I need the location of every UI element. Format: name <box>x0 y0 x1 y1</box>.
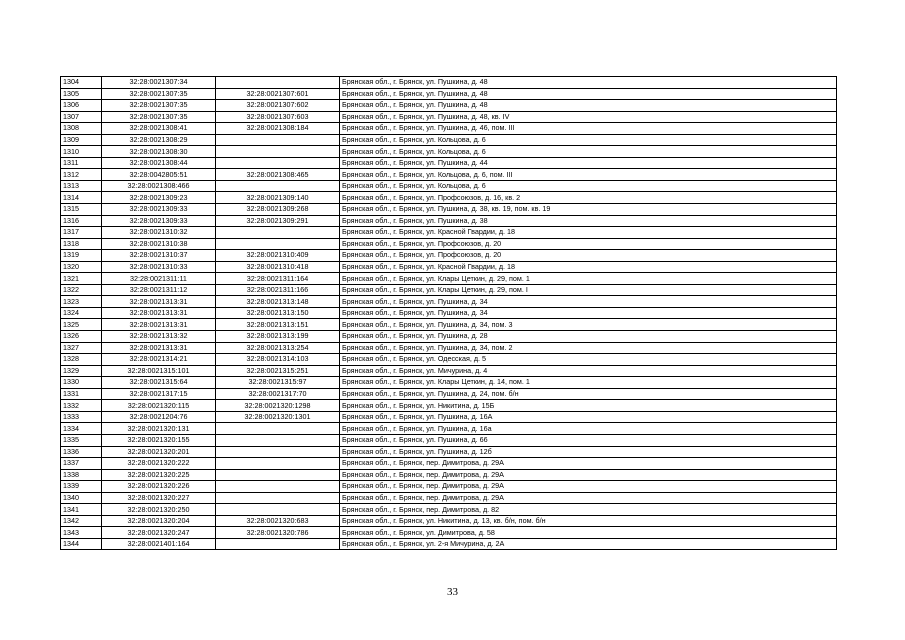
address-cell: Брянская обл., г. Брянск, ул. Пушкина, д. 12б <box>340 446 837 458</box>
address-cell: Брянская обл., г. Брянск, ул. Пушкина, д. 16а <box>340 423 837 435</box>
cadastral-number-cell: 32:28:0021309:33 <box>102 215 216 227</box>
table-row <box>61 169 837 181</box>
premises-cadastral-number-cell <box>216 423 340 435</box>
row-number-cell: 1342 <box>61 515 102 527</box>
row-number-cell: 1341 <box>61 504 102 516</box>
row-number-cell: 1324 <box>61 307 102 319</box>
address-cell: Брянская обл., г. Брянск, ул. Клары Цеткин, д. 29, пом. I <box>340 284 837 296</box>
address-cell: Брянская обл., г. Брянск, ул. Профсоюзов, д. 20 <box>340 238 837 250</box>
table-row <box>61 469 837 481</box>
premises-cadastral-number-cell <box>216 157 340 169</box>
cadastral-number-cell: 32:28:0021320:115 <box>102 400 216 412</box>
table-row <box>61 400 837 412</box>
cadastral-number-cell: 32:28:0021310:37 <box>102 250 216 262</box>
table-row <box>61 423 837 435</box>
address-cell: Брянская обл., г. Брянск, ул. Клары Цеткин, д. 29, пом. 1 <box>340 273 837 285</box>
address-cell: Брянская обл., г. Брянск, ул. Пушкина, д. 16А <box>340 411 837 423</box>
address-cell: Брянская обл., г. Брянск, ул. Пушкина, д. 34 <box>340 307 837 319</box>
premises-cadastral-number-cell <box>216 504 340 516</box>
premises-cadastral-number-cell <box>216 434 340 446</box>
cadastral-number-cell: 32:28:0021307:35 <box>102 88 216 100</box>
address-cell: Брянская обл., г. Брянск, ул. Пушкина, д. 48 <box>340 77 837 89</box>
address-cell: Брянская обл., г. Брянск, ул. Пушкина, д. 38 <box>340 215 837 227</box>
table-row <box>61 180 837 192</box>
address-cell: Брянская обл., г. Брянск, пер. Димитрова, д. 29А <box>340 492 837 504</box>
address-cell: Брянская обл., г. Брянск, ул. Пушкина, д. 24, пом. б/н <box>340 388 837 400</box>
cadastral-number-cell: 32:28:0021308:466 <box>102 180 216 192</box>
cadastral-number-cell: 32:28:0021310:32 <box>102 227 216 239</box>
cadastral-number-cell: 32:28:0021315:64 <box>102 377 216 389</box>
row-number-cell: 1306 <box>61 100 102 112</box>
row-number-cell: 1343 <box>61 527 102 539</box>
row-number-cell: 1338 <box>61 469 102 481</box>
cadastral-number-cell: 32:28:0021307:35 <box>102 100 216 112</box>
row-number-cell: 1322 <box>61 284 102 296</box>
cadastral-number-cell: 32:28:0021320:155 <box>102 434 216 446</box>
row-number-cell: 1333 <box>61 411 102 423</box>
premises-cadastral-number-cell <box>216 538 340 550</box>
cadastral-number-cell: 32:28:0021309:23 <box>102 192 216 204</box>
row-number-cell: 1315 <box>61 204 102 216</box>
row-number-cell: 1340 <box>61 492 102 504</box>
cadastral-number-cell: 32:28:0021204:76 <box>102 411 216 423</box>
premises-cadastral-number-cell: 32:28:0021317:70 <box>216 388 340 400</box>
cadastral-number-cell: 32:28:0021310:33 <box>102 261 216 273</box>
address-cell: Брянская обл., г. Брянск, ул. Профсоюзов, д. 16, кв. 2 <box>340 192 837 204</box>
row-number-cell: 1320 <box>61 261 102 273</box>
table-row <box>61 100 837 112</box>
row-number-cell: 1310 <box>61 146 102 158</box>
premises-cadastral-number-cell <box>216 492 340 504</box>
cadastral-number-cell: 32:28:0021320:201 <box>102 446 216 458</box>
premises-cadastral-number-cell <box>216 146 340 158</box>
table-row <box>61 365 837 377</box>
cadastral-number-cell: 32:28:0021313:31 <box>102 296 216 308</box>
address-cell: Брянская обл., г. Брянск, ул. Кольцова, д. 6, пом. III <box>340 169 837 181</box>
row-number-cell: 1316 <box>61 215 102 227</box>
table-row <box>61 458 837 470</box>
table-row <box>61 227 837 239</box>
row-number-cell: 1318 <box>61 238 102 250</box>
table-row <box>61 273 837 285</box>
cadastral-number-cell: 32:28:0021314:21 <box>102 354 216 366</box>
cadastral-number-cell: 32:28:0021308:30 <box>102 146 216 158</box>
cadastral-number-cell: 32:28:0021320:226 <box>102 481 216 493</box>
cadastral-number-cell: 32:28:0021317:15 <box>102 388 216 400</box>
address-cell: Брянская обл., г. Брянск, ул. Никитина, д. 13, кв. б/н, пом. б/н <box>340 515 837 527</box>
table-body <box>61 77 837 550</box>
table-row <box>61 261 837 273</box>
row-number-cell: 1331 <box>61 388 102 400</box>
cadastral-number-cell: 32:28:0021313:31 <box>102 307 216 319</box>
premises-cadastral-number-cell: 32:28:0021309:291 <box>216 215 340 227</box>
address-cell: Брянская обл., г. Брянск, ул. 2-я Мичурина, д. 2А <box>340 538 837 550</box>
row-number-cell: 1311 <box>61 157 102 169</box>
table-row <box>61 192 837 204</box>
address-cell: Брянская обл., г. Брянск, ул. Пушкина, д. 48, кв. IV <box>340 111 837 123</box>
table-row <box>61 250 837 262</box>
premises-cadastral-number-cell: 32:28:0021308:465 <box>216 169 340 181</box>
table-row <box>61 342 837 354</box>
table-row <box>61 123 837 135</box>
row-number-cell: 1332 <box>61 400 102 412</box>
premises-cadastral-number-cell: 32:28:0021313:199 <box>216 331 340 343</box>
row-number-cell: 1344 <box>61 538 102 550</box>
table-row <box>61 527 837 539</box>
address-cell: Брянская обл., г. Брянск, ул. Кольцова, д. 6 <box>340 134 837 146</box>
premises-cadastral-number-cell: 32:28:0021314:103 <box>216 354 340 366</box>
table-row <box>61 538 837 550</box>
premises-cadastral-number-cell <box>216 134 340 146</box>
cadastral-number-cell: 32:28:0021307:35 <box>102 111 216 123</box>
cadastral-number-cell: 32:28:0021309:33 <box>102 204 216 216</box>
premises-cadastral-number-cell: 32:28:0021311:164 <box>216 273 340 285</box>
row-number-cell: 1323 <box>61 296 102 308</box>
cadastral-number-cell: 32:28:0021308:41 <box>102 123 216 135</box>
table-row <box>61 204 837 216</box>
premises-cadastral-number-cell: 32:28:0021313:254 <box>216 342 340 354</box>
row-number-cell: 1304 <box>61 77 102 89</box>
cadastral-number-cell: 32:28:0021310:38 <box>102 238 216 250</box>
premises-cadastral-number-cell <box>216 238 340 250</box>
address-cell: Брянская обл., г. Брянск, ул. Клары Цеткин, д. 14, пом. 1 <box>340 377 837 389</box>
premises-cadastral-number-cell: 32:28:0021320:683 <box>216 515 340 527</box>
cadastral-number-cell: 32:28:0021308:29 <box>102 134 216 146</box>
premises-cadastral-number-cell: 32:28:0021320:1301 <box>216 411 340 423</box>
table-row <box>61 446 837 458</box>
address-cell: Брянская обл., г. Брянск, ул. Профсоюзов, д. 20 <box>340 250 837 262</box>
row-number-cell: 1313 <box>61 180 102 192</box>
cadastral-number-cell: 32:28:0021401:164 <box>102 538 216 550</box>
address-cell: Брянская обл., г. Брянск, ул. Пушкина, д. 34, пом. 2 <box>340 342 837 354</box>
address-cell: Брянская обл., г. Брянск, ул. Мичурина, д. 4 <box>340 365 837 377</box>
cadastral-number-cell: 32:28:0021315:101 <box>102 365 216 377</box>
address-cell: Брянская обл., г. Брянск, ул. Красной Гвардии, д. 18 <box>340 227 837 239</box>
row-number-cell: 1326 <box>61 331 102 343</box>
row-number-cell: 1317 <box>61 227 102 239</box>
premises-cadastral-number-cell <box>216 481 340 493</box>
cadastral-table <box>60 76 837 550</box>
premises-cadastral-number-cell: 32:28:0021307:602 <box>216 100 340 112</box>
address-cell: Брянская обл., г. Брянск, ул. Красной Гвардии, д. 18 <box>340 261 837 273</box>
row-number-cell: 1305 <box>61 88 102 100</box>
premises-cadastral-number-cell: 32:28:0021320:786 <box>216 527 340 539</box>
address-cell: Брянская обл., г. Брянск, ул. Никитина, д. 15Б <box>340 400 837 412</box>
table-row <box>61 515 837 527</box>
address-cell: Брянская обл., г. Брянск, ул. Пушкина, д. 66 <box>340 434 837 446</box>
premises-cadastral-number-cell: 32:28:0021313:148 <box>216 296 340 308</box>
table-row <box>61 284 837 296</box>
table-row <box>61 307 837 319</box>
address-cell: Брянская обл., г. Брянск, ул. Одесская, д. 5 <box>340 354 837 366</box>
cadastral-number-cell: 32:28:0021307:34 <box>102 77 216 89</box>
premises-cadastral-number-cell: 32:28:0021309:140 <box>216 192 340 204</box>
row-number-cell: 1335 <box>61 434 102 446</box>
premises-cadastral-number-cell <box>216 77 340 89</box>
table-row <box>61 354 837 366</box>
cadastral-number-cell: 32:28:0042805:51 <box>102 169 216 181</box>
address-cell: Брянская обл., г. Брянск, пер. Димитрова, д. 29А <box>340 469 837 481</box>
cadastral-number-cell: 32:28:0021311:12 <box>102 284 216 296</box>
table-row <box>61 481 837 493</box>
cadastral-number-cell: 32:28:0021311:11 <box>102 273 216 285</box>
row-number-cell: 1334 <box>61 423 102 435</box>
address-cell: Брянская обл., г. Брянск, ул. Пушкина, д. 46, пом. III <box>340 123 837 135</box>
cadastral-number-cell: 32:28:0021320:250 <box>102 504 216 516</box>
cadastral-number-cell: 32:28:0021320:222 <box>102 458 216 470</box>
table-row <box>61 215 837 227</box>
premises-cadastral-number-cell: 32:28:0021315:97 <box>216 377 340 389</box>
address-cell: Брянская обл., г. Брянск, пер. Димитрова, д. 82 <box>340 504 837 516</box>
page-number: 33 <box>447 586 458 598</box>
row-number-cell: 1314 <box>61 192 102 204</box>
row-number-cell: 1339 <box>61 481 102 493</box>
address-cell: Брянская обл., г. Брянск, ул. Пушкина, д. 28 <box>340 331 837 343</box>
row-number-cell: 1325 <box>61 319 102 331</box>
premises-cadastral-number-cell: 32:28:0021315:251 <box>216 365 340 377</box>
cadastral-number-cell: 32:28:0021320:225 <box>102 469 216 481</box>
premises-cadastral-number-cell: 32:28:0021313:150 <box>216 307 340 319</box>
table-row <box>61 296 837 308</box>
row-number-cell: 1337 <box>61 458 102 470</box>
row-number-cell: 1330 <box>61 377 102 389</box>
cadastral-number-cell: 32:28:0021320:131 <box>102 423 216 435</box>
row-number-cell: 1308 <box>61 123 102 135</box>
row-number-cell: 1327 <box>61 342 102 354</box>
row-number-cell: 1319 <box>61 250 102 262</box>
address-cell: Брянская обл., г. Брянск, ул. Димитрова, д. 58 <box>340 527 837 539</box>
premises-cadastral-number-cell <box>216 227 340 239</box>
premises-cadastral-number-cell: 32:28:0021309:268 <box>216 204 340 216</box>
address-cell: Брянская обл., г. Брянск, ул. Пушкина, д. 34, пом. 3 <box>340 319 837 331</box>
table-row <box>61 377 837 389</box>
address-cell: Брянская обл., г. Брянск, ул. Кольцова, д. 6 <box>340 146 837 158</box>
premises-cadastral-number-cell: 32:28:0021311:166 <box>216 284 340 296</box>
table-row <box>61 111 837 123</box>
address-cell: Брянская обл., г. Брянск, ул. Пушкина, д. 38, кв. 19, пом. кв. 19 <box>340 204 837 216</box>
table-row <box>61 504 837 516</box>
table-row <box>61 492 837 504</box>
row-number-cell: 1329 <box>61 365 102 377</box>
cadastral-number-cell: 32:28:0021320:247 <box>102 527 216 539</box>
address-cell: Брянская обл., г. Брянск, ул. Пушкина, д. 34 <box>340 296 837 308</box>
row-number-cell: 1307 <box>61 111 102 123</box>
premises-cadastral-number-cell <box>216 469 340 481</box>
premises-cadastral-number-cell: 32:28:0021313:151 <box>216 319 340 331</box>
premises-cadastral-number-cell: 32:28:0021320:1298 <box>216 400 340 412</box>
premises-cadastral-number-cell: 32:28:0021307:603 <box>216 111 340 123</box>
table-row <box>61 77 837 89</box>
table-row <box>61 238 837 250</box>
premises-cadastral-number-cell <box>216 458 340 470</box>
address-cell: Брянская обл., г. Брянск, ул. Пушкина, д. 44 <box>340 157 837 169</box>
table-row <box>61 434 837 446</box>
address-cell: Брянская обл., г. Брянск, ул. Пушкина, д. 48 <box>340 88 837 100</box>
table-row <box>61 411 837 423</box>
premises-cadastral-number-cell: 32:28:0021308:184 <box>216 123 340 135</box>
cadastral-number-cell: 32:28:0021320:227 <box>102 492 216 504</box>
premises-cadastral-number-cell: 32:28:0021307:601 <box>216 88 340 100</box>
table-row <box>61 388 837 400</box>
row-number-cell: 1328 <box>61 354 102 366</box>
table-row <box>61 157 837 169</box>
address-cell: Брянская обл., г. Брянск, ул. Кольцова, д. 6 <box>340 180 837 192</box>
premises-cadastral-number-cell: 32:28:0021310:409 <box>216 250 340 262</box>
table-row <box>61 331 837 343</box>
table-row <box>61 134 837 146</box>
cadastral-number-cell: 32:28:0021308:44 <box>102 157 216 169</box>
cadastral-number-cell: 32:28:0021320:204 <box>102 515 216 527</box>
premises-cadastral-number-cell <box>216 180 340 192</box>
cadastral-number-cell: 32:28:0021313:31 <box>102 319 216 331</box>
table-row <box>61 88 837 100</box>
address-cell: Брянская обл., г. Брянск, ул. Пушкина, д. 48 <box>340 100 837 112</box>
row-number-cell: 1321 <box>61 273 102 285</box>
row-number-cell: 1312 <box>61 169 102 181</box>
table-row <box>61 146 837 158</box>
row-number-cell: 1309 <box>61 134 102 146</box>
address-cell: Брянская обл., г. Брянск, пер. Димитрова, д. 29А <box>340 458 837 470</box>
row-number-cell: 1336 <box>61 446 102 458</box>
premises-cadastral-number-cell: 32:28:0021310:418 <box>216 261 340 273</box>
address-cell: Брянская обл., г. Брянск, пер. Димитрова, д. 29А <box>340 481 837 493</box>
premises-cadastral-number-cell <box>216 446 340 458</box>
table-row <box>61 319 837 331</box>
cadastral-number-cell: 32:28:0021313:31 <box>102 342 216 354</box>
cadastral-number-cell: 32:28:0021313:32 <box>102 331 216 343</box>
